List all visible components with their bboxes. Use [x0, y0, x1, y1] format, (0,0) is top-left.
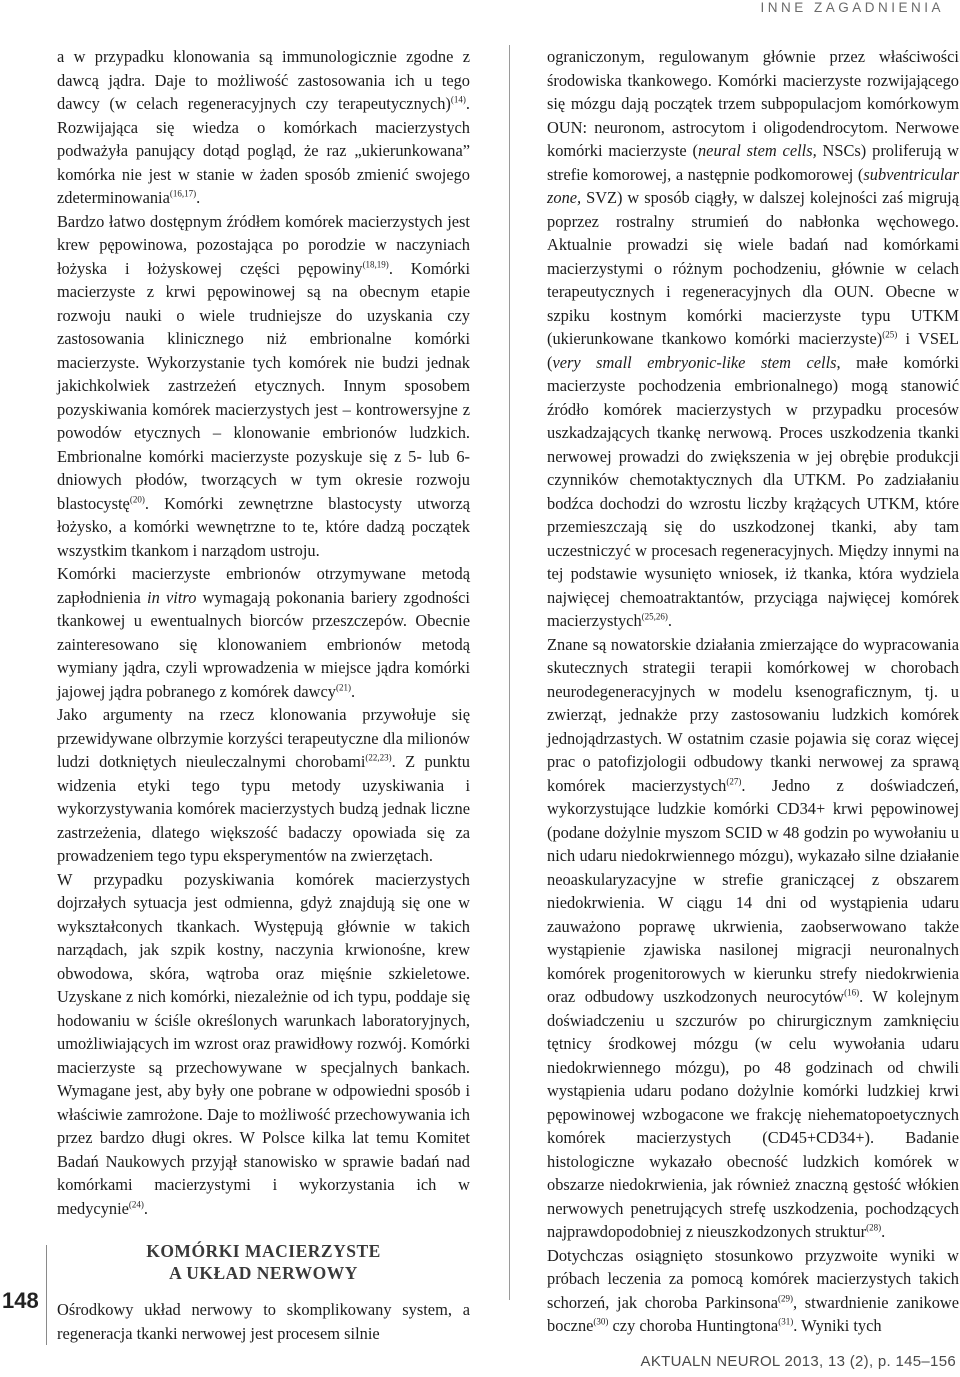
citation-ref: (16) — [844, 987, 860, 998]
citation-ref: (18,19) — [362, 259, 389, 270]
citation-ref: (30) — [593, 1316, 609, 1327]
citation-ref: (16,17) — [169, 188, 197, 199]
citation-ref: (29) — [778, 1293, 794, 1304]
paragraph: Komórki macierzyste embrionów otrzymywane metodą zapłodnienia in vitro wymagają pokonania bariery zgodności tkankowej u ewentualnych biorców przeszczepów. Obecnie zainteresowano się klonowaniem embrionów metodą wymiany jądra, czyli wprowadzenia w miejsce jądra komórki jajowej jądra pobranego z komórek dawcy$^{(21)}$. — [57, 564, 470, 701]
paragraph: Ośrodkowy układ nerwowy to skomplikowany system, a regeneracja tkanki nerwowej jest procesem silnie — [57, 1300, 470, 1343]
section-header: INNE ZAGADNIENIA — [760, 0, 944, 15]
paragraph: Jako argumenty na rzecz klonowania przywołuje się przewidywane olbrzymie korzyści terapeutyczne dla milionów ludzi dotkniętych nieuleczalnymi chorobami$^{(22,23)}$. Z punktu widzenia etyki tego typu metody uzyskiwania i wykorzystywania komórek macierzystych budzą jednak liczne zastrzeżenia, dlatego większość badaczy opowiada się za prowadzeniem tego typu eksperymentów na zwierzętach. — [57, 705, 470, 865]
journal-citation: AKTUALN NEUROL 2013, 13 (2), p. 145–156 — [640, 1353, 956, 1370]
citation-ref: (25) — [882, 329, 898, 340]
citation-ref: (21) — [336, 682, 351, 693]
left-column — [57, 45, 470, 1345]
page-number: 148 — [2, 1288, 39, 1313]
citation-ref: (20) — [129, 494, 145, 505]
paragraph: ograniczonym, regulowanym głównie przez właściwości środowiska tkankowego. Komórki macierzyste rozwijającego się mózgu dają początek trzem subpopulacjom komórkowym OUN: neuronom, astrocytom i oligodendrocytom. Nerwowe komórki macierzyste (neural stem cells, NSCs) proliferują w strefie komorowej, a następnie podkomorowej (subventricular zone, SVZ) w sposób ciągły, w dalszej kolejności zaś migrują poprzez rostralny strumień do nabłonka węchowego. Aktualnie prowadzi się wiele badań nad komórkami macierzystymi o różnym pochodzeniu, głównie w celach terapeutycznych i regeneracyjnych dla OUN. Obecne w szpiku kostnym komórki macierzyste typu UTKM (ukierunkowane tkankowo komórki macierzyste)$^{(25)}$ i VSEL (very small embryonic-like stem cells, małe komórki macierzyste pochodzenia embrionalnego) mogą stanowić źródło komórek macierzystych w przypadku procesów uszkadzających tkankę nerwową. Proces uszkodzenia tkanki nerwowej prowadzi do zwiększenia w jej obrębie produkcji czynników chemotaktycznych dla UTKM. Po zadziałaniu bodźca dochodzi do wzrostu liczby krążących UTKM, które przemieszczają się do uszkodzonej tkanki, aby tam uczestniczyć w procesach regeneracyjnych. Między innymi na tej podstawie wysunięto wniosek, iż tkanka, która wydziela najwięcej chemoatraktantów, przyciąga najwięcej komórek macierzystych$^{(25,26)}$. — [547, 47, 959, 630]
paragraph: Bardzo łatwo dostępnym źródłem komórek macierzystych jest krew pępowinowa, pozostająca po porodzie w naczyniach łożyska i łożyskowej części pępowiny$^{(18,19)}$. Komórki macierzyste z krwi pępowinowej są na obecnym etapie rozwoju nauki o wiele trudniejsze do uzyskania czy zastosowania klinicznego niż embrionalne komórki macierzyste. Wykorzystanie tych komórek nie budzi jednak jakichkolwiek zastrzeżeń etycznych. Innym sposobem pozyskiwania komórek macierzystych jest – kontrowersyjne z powodów etycznych – klonowanie embrionów ludzkich. Embrionalne komórki macierzyste pozyskuje się z 5- lub 6-dniowych płodów, tworzących w tym okresie rozwoju blastocystę$^{(20)}$. Komórki zewnętrzne blastocysty utworzą łożysko, a komórki wewnętrzne to te, które dadzą początek wszystkim tkankom i narządom ustroju. — [57, 211, 470, 560]
column-divider — [509, 45, 510, 1300]
citation-ref: (14) — [450, 94, 466, 105]
page-number-rule — [46, 1245, 47, 1345]
right-column — [547, 45, 959, 1338]
citation-ref: (31) — [778, 1316, 794, 1327]
citation-ref: (22,23) — [365, 752, 392, 763]
paragraph: a w przypadku klonowania są immunologicznie zgodne z dawcą jądra. Daje to możliwość zastosowania ich u tego dawcy (w celach regeneracyjnych czy terapeutycznych)$^{(14)}$. Rozwijająca się wiedza o komórkach macierzystych podważyła panujący dotąd pogląd, że raz „ukierunkowana” komórka nie jest w stanie w żaden sposób zmienić swojego zdeterminowania$^{(16,17)}$. — [57, 47, 470, 207]
section-heading: KOMÓRKI MACIERZYSTE A UKŁAD NERWOWY — [146, 1241, 381, 1283]
citation-ref: (24) — [128, 1199, 144, 1210]
paragraph: W przypadku pozyskiwania komórek macierzystych dojrzałych sytuacja jest odmienna, gdyż znajdują się one w wykształconych tkankach. Występują głównie w takich narządach, jak szpik kostny, naczynia krwionośne, krew obwodowa, skóra, wątroba oraz mięśnie szkieletowe. Uzyskane z nich komórki, niezależnie od ich typu, poddaje się hodowaniu w ściśle określonych warunkach laboratoryjnych, umożliwiających im wzrost oraz prawidłowy rozwój. Komórki macierzyste są przechowywane w specjalnych bankach. Wymagane jest, aby były one pobrane w odpowiedni sposób i właściwie zamrożone. Daje to możliwość przechowywania ich przez bardzo długi okres. W Polsce kilka lat temu Komitet Badań Naukowych przyjął stanowisko w sprawie badań nad komórkami macierzystymi i wykorzystania ich w medycynie$^{(24)}$. — [57, 869, 470, 1218]
citation-ref: (27) — [726, 776, 742, 787]
paragraph: Znane są nowatorskie działania zmierzające do wypracowania skutecznych strategii terapii komórkowej w chorobach neurodegeneracyjnych w modelu ksenograficznym, tj. u zwierząt, jednakże przy zastosowaniu ludzkich komórek jednojądrzastych. W ostatnim czasie pojawia się coraz więcej prac o patofizjologii odbudowy tkanki nerwowej za sprawą komórek macierzystych$^{(27)}$. Jedno z doświadczeń, wykorzystujące ludzkie komórki CD34+ krwi pępowinowej (podane dożylnie myszom SCID w 48 godzin po wywołaniu u nich udaru niedokrwiennego mózgu), wykazało silne działanie neoaskularyzacyjne w strefie graniczącej z obszarem niedokrwienia. W ciągu 14 dni od wystąpienia udaru zauważono poprawę ukrwienia, zaobserwowano także wystąpienie zjawiska nasilonej migracji neuronalnych komórek progenitorowych w kierunku strefy niedokrwienia oraz odbudowy uszkodzonych neurocytów$^{(16)}$. W kolejnym doświadczeniu u szczurów po chirurgicznym zamknięciu tętnicy środkowej mózgu (w celu wywołania udaru niedokrwiennego mózgu), po 48 godzinach od chwili wystąpienia udaru podano dożylnie komórki ludzkiej krwi pępowinowej wzbogacone we frakcję niehematopoetycznych komórek macierzystych (CD45+CD34+). Badanie histologiczne wykazało obecność ludzkich komórek w obszarze niedokrwienia, jak również znaczną gęstość włókien nerwowych penetrujących strefę uszkodzenia, pochodzących najprawdopodobniej z nieuszkodzonych struktur$^{(28)}$. — [547, 634, 960, 1241]
citation-ref: (28) — [866, 1222, 882, 1233]
paragraph: Dotychczas osiągnięto stosunkowo przyzwoite wyniki w próbach leczenia za pomocą komórek macierzystych takich schorzeń, jak choroba Parkinsona$^{(29)}$, stwardnienie zanikowe boczne$^{(30)}$ czy choroba Huntingtona$^{(31)}$. Wyniki tych — [547, 1245, 959, 1335]
citation-ref: (25,26) — [641, 611, 668, 622]
